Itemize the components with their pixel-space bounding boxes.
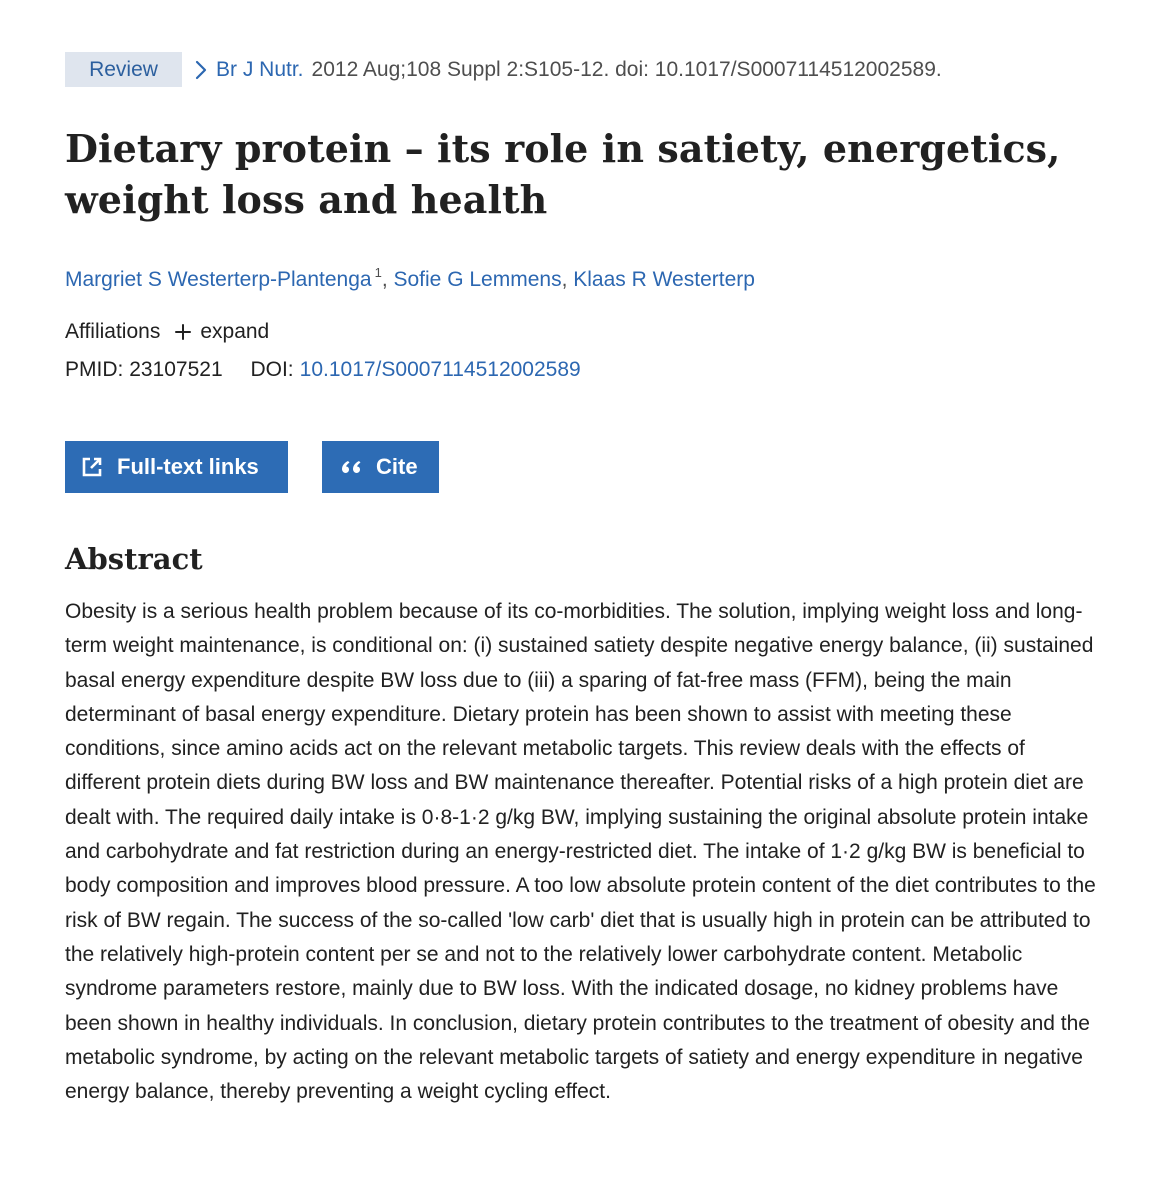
- cite-label: Cite: [376, 454, 418, 479]
- identifiers-row: [65, 356, 1105, 384]
- citation-details: 2012 Aug;108 Suppl 2:S105-12. doi: 10.1017/S0007114512002589.: [311, 57, 942, 81]
- abstract-text: Obesity is a serious health problem because of its co-morbidities. The solution, implying weight loss and long-term weight maintenance, is conditional on: (i) sustained satiety despite negative energy balance, (ii) sustained basal energy expenditure despite BW loss due to (iii) a sparing of fat-free mass (FFM), being the main determinant of basal energy expenditure. Dietary protein has been shown to assist with meeting these conditions, since amino acids act on the relevant metabolic targets. This review deals with the effects of different protein diets during BW loss and BW maintenance thereafter. Potential risks of a high protein diet are dealt with. The required daily intake is 0·8-1·2 g/kg BW, implying sustaining the original absolute protein intake and carbohydrate and fat restriction during an energy-restricted diet. The intake of 1·2 g/kg BW is beneficial to body composition and improves blood pressure. A too low absolute protein content of the diet contributes to the risk of BW regain. The success of the so-called 'low carb' diet that is usually high in protein can be attributed to the relatively high-protein content per se and not to the relatively lower carbohydrate content. Metabolic syndrome parameters restore, mainly due to BW loss. With the indicated dosage, no kidney problems have been shown in healthy individuals. In conclusion, dietary protein contributes to the treatment of obesity and the metabolic syndrome, by acting on the relevant metabolic targets of satiety and energy expenditure in negative energy balance, thereby preventing a weight cycling effect.: [65, 600, 1096, 1104]
- quote-icon: [340, 458, 362, 476]
- author-separator: ,: [561, 268, 574, 291]
- citation-line: [65, 52, 1105, 87]
- author-separator: ,: [381, 268, 394, 291]
- plus-icon: [174, 323, 192, 341]
- doi-link[interactable]: 10.1017/S0007114512002589: [299, 358, 581, 381]
- affiliations-expand-toggle[interactable]: [174, 318, 269, 346]
- abstract-heading: Abstract: [65, 542, 203, 576]
- full-text-links-button[interactable]: [65, 441, 288, 493]
- expand-label: expand: [200, 320, 270, 343]
- external-link-icon: [81, 456, 103, 478]
- pmid-value: 23107521: [129, 358, 223, 381]
- action-buttons: [65, 441, 1105, 493]
- publication-type-badge: Review: [65, 52, 182, 87]
- article-page: [65, 52, 1105, 1109]
- affiliation-ref[interactable]: 1: [374, 265, 382, 280]
- journal-link[interactable]: Br J Nutr.: [216, 57, 304, 81]
- affiliations-row: [65, 318, 1105, 346]
- author-list: [65, 259, 1105, 294]
- chevron-right-icon[interactable]: [194, 60, 210, 80]
- full-text-links-label: Full-text links: [117, 454, 259, 479]
- author-link[interactable]: Klaas R Westerterp: [573, 268, 755, 291]
- doi-label: DOI:: [250, 358, 294, 381]
- cite-button[interactable]: [322, 441, 439, 493]
- author-link[interactable]: Sofie G Lemmens: [393, 268, 562, 291]
- author-link[interactable]: Margriet S Westerterp-Plantenga: [65, 268, 372, 291]
- article-title: Dietary protein – its role in satiety, energetics, weight loss and health: [65, 126, 1061, 222]
- affiliations-label: Affiliations: [65, 320, 161, 343]
- pmid-label: PMID:: [65, 358, 124, 381]
